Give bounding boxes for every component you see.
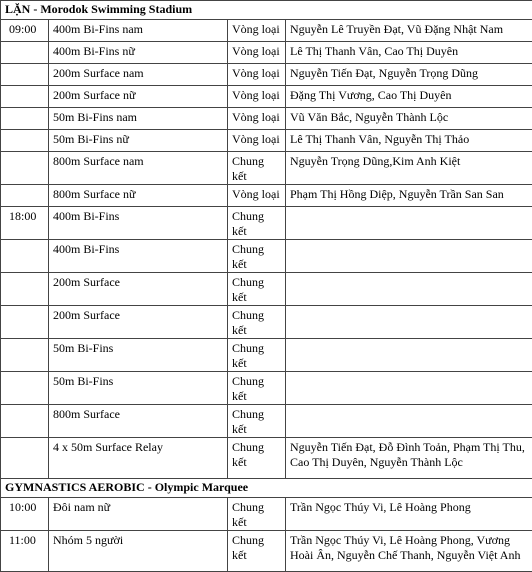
athletes-cell — [286, 405, 532, 438]
table-row — [1, 108, 532, 130]
event-cell: 800m Surface nữ — [49, 185, 228, 207]
table-row — [1, 531, 532, 572]
event-cell: 800m Surface nam — [49, 152, 228, 185]
athletes-cell — [286, 273, 532, 306]
athletes-cell: Nguyễn Tiến Đạt, Nguyễn Trọng Dũng — [286, 64, 532, 86]
round-cell: Chung kết — [228, 207, 286, 240]
time-cell — [1, 438, 49, 479]
event-cell: 800m Surface — [49, 405, 228, 438]
athletes-cell: Nguyễn Lê Truyền Đạt, Vũ Đặng Nhật Nam — [286, 20, 532, 42]
section-header-row — [1, 1, 532, 20]
table-row — [1, 152, 532, 185]
event-cell: 400m Bi-Fins nam — [49, 20, 228, 42]
round-cell: Chung kết — [228, 405, 286, 438]
athletes-cell — [286, 207, 532, 240]
time-cell — [1, 240, 49, 273]
athletes-cell — [286, 339, 532, 372]
athletes-cell: Nguyễn Tiến Đạt, Đỗ Đình Toản, Phạm Thị Thu, Cao Thị Duyên, Nguyễn Thành Lộc — [286, 438, 532, 479]
time-cell — [1, 42, 49, 64]
time-cell — [1, 64, 49, 86]
athletes-cell: Trần Ngọc Thúy Vi, Lê Hoàng Phong — [286, 498, 532, 531]
table-row — [1, 273, 532, 306]
event-cell: 200m Surface nữ — [49, 86, 228, 108]
table-row — [1, 498, 532, 531]
event-cell: 50m Bi-Fins — [49, 339, 228, 372]
table-row — [1, 185, 532, 207]
time-cell — [1, 86, 49, 108]
event-cell: 400m Bi-Fins — [49, 240, 228, 273]
event-cell: 50m Bi-Fins — [49, 372, 228, 405]
table-row — [1, 207, 532, 240]
time-cell — [1, 152, 49, 185]
round-cell: Chung kết — [228, 339, 286, 372]
table-row — [1, 405, 532, 438]
round-cell: Chung kết — [228, 273, 286, 306]
table-row — [1, 86, 532, 108]
event-cell: 200m Surface — [49, 306, 228, 339]
round-cell: Vòng loại — [228, 42, 286, 64]
round-cell: Chung kết — [228, 306, 286, 339]
table-row — [1, 306, 532, 339]
section-title: GYMNASTICS AEROBIC - Olympic Marquee — [1, 479, 532, 498]
round-cell: Vòng loại — [228, 86, 286, 108]
table-row — [1, 438, 532, 479]
athletes-cell: Phạm Thị Hồng Diệp, Nguyễn Trần San San — [286, 185, 532, 207]
athletes-cell: Nguyễn Trọng Dũng,Kim Anh Kiệt — [286, 152, 532, 185]
time-cell: 18:00 — [1, 207, 49, 240]
round-cell: Vòng loại — [228, 108, 286, 130]
event-cell: 50m Bi-Fins nữ — [49, 130, 228, 152]
round-cell: Chung kết — [228, 372, 286, 405]
section-header-row — [1, 479, 532, 498]
round-cell: Chung kết — [228, 498, 286, 531]
event-cell: 400m Bi-Fins — [49, 207, 228, 240]
athletes-cell: Lê Thị Thanh Vân, Nguyễn Thị Thảo — [286, 130, 532, 152]
table-row — [1, 240, 532, 273]
event-cell: 4 x 50m Surface Relay — [49, 438, 228, 479]
athletes-cell — [286, 306, 532, 339]
table-row — [1, 64, 532, 86]
time-cell: 10:00 — [1, 498, 49, 531]
time-cell — [1, 306, 49, 339]
time-cell — [1, 130, 49, 152]
athletes-cell — [286, 240, 532, 273]
section-title: LẶN - Morodok Swimming Stadium — [1, 1, 532, 20]
athletes-cell: Vũ Văn Bắc, Nguyễn Thành Lộc — [286, 108, 532, 130]
event-cell: Đôi nam nữ — [49, 498, 228, 531]
table-row — [1, 339, 532, 372]
athletes-cell: Đặng Thị Vương, Cao Thị Duyên — [286, 86, 532, 108]
round-cell: Vòng loại — [228, 20, 286, 42]
time-cell: 11:00 — [1, 531, 49, 572]
athletes-cell: Lê Thị Thanh Vân, Cao Thị Duyên — [286, 42, 532, 64]
event-cell: Nhóm 5 người — [49, 531, 228, 572]
round-cell: Chung kết — [228, 152, 286, 185]
time-cell — [1, 339, 49, 372]
event-cell: 50m Bi-Fins nam — [49, 108, 228, 130]
round-cell: Vòng loại — [228, 185, 286, 207]
round-cell: Chung kết — [228, 531, 286, 572]
time-cell — [1, 108, 49, 130]
time-cell — [1, 273, 49, 306]
time-cell — [1, 185, 49, 207]
event-cell: 200m Surface — [49, 273, 228, 306]
round-cell: Chung kết — [228, 438, 286, 479]
table-row — [1, 42, 532, 64]
time-cell: 09:00 — [1, 20, 49, 42]
event-cell: 400m Bi-Fins nữ — [49, 42, 228, 64]
time-cell — [1, 405, 49, 438]
round-cell: Chung kết — [228, 240, 286, 273]
round-cell: Vòng loại — [228, 64, 286, 86]
round-cell: Vòng loại — [228, 130, 286, 152]
athletes-cell: Trần Ngọc Thúy Vi, Lê Hoàng Phong, Vương Hoài Ân, Nguyễn Chế Thanh, Nguyễn Việt Anh — [286, 531, 532, 572]
table-row — [1, 130, 532, 152]
event-cell: 200m Surface nam — [49, 64, 228, 86]
table-row — [1, 20, 532, 42]
